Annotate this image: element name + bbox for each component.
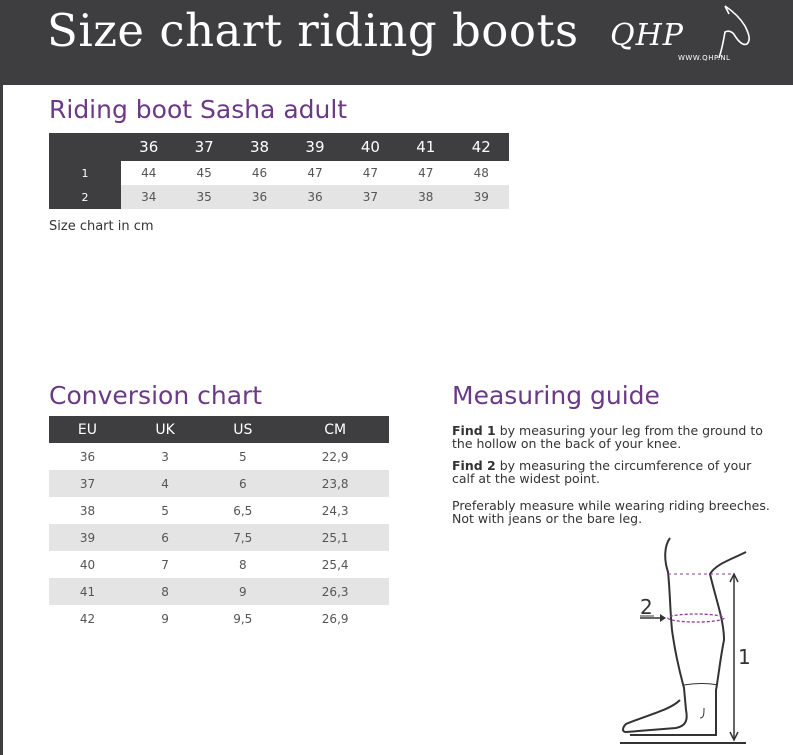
table-cell: 8 <box>238 557 247 572</box>
table-cell: 48 <box>473 166 489 180</box>
table-cell: 36 <box>79 449 96 464</box>
table-row <box>49 578 389 605</box>
table-cell: 46 <box>251 166 268 180</box>
column-header: CM <box>281 416 389 443</box>
table-row <box>49 470 389 497</box>
find-2-label: Find 2 <box>452 458 496 473</box>
size-header: 40 <box>343 133 398 161</box>
size-header: 39 <box>287 133 342 161</box>
table-row <box>49 551 389 578</box>
table-cell: 38 <box>398 185 453 209</box>
logo-url: WWW.QHP.NL <box>678 54 731 62</box>
table-row <box>49 497 389 524</box>
table-cell: 38 <box>79 503 96 518</box>
table-cell: 45 <box>196 166 212 180</box>
column-header: EU <box>49 416 126 443</box>
table-cell: 35 <box>176 185 231 209</box>
sasha-size-table <box>49 133 509 209</box>
ankle-mark <box>700 708 704 718</box>
table-cell: 5 <box>238 449 247 464</box>
table-row <box>49 185 509 209</box>
table-cell: 6,5 <box>233 503 253 518</box>
table-cell: 47 <box>362 166 379 180</box>
table-cell: 26,3 <box>281 578 389 605</box>
table-cell: 40 <box>79 557 96 572</box>
table-cell: 39 <box>454 185 509 209</box>
guide-find-2 <box>452 459 772 485</box>
table-cell: 34 <box>121 185 176 209</box>
table-cell: 22,9 <box>321 449 349 464</box>
leg-back-outline <box>630 552 746 735</box>
find-1-label: Find 1 <box>452 423 496 438</box>
size-header: 38 <box>232 133 287 161</box>
label-2: 2 <box>640 595 653 619</box>
table-cell: 37 <box>343 185 398 209</box>
table-cell: 26,9 <box>321 611 349 626</box>
table-cell: 36 <box>232 185 287 209</box>
column-header: UK <box>126 416 204 443</box>
size-note: Size chart in cm <box>49 219 154 234</box>
table-cell: 47 <box>307 166 323 180</box>
table-row <box>49 605 389 632</box>
table-cell: 7 <box>161 557 169 572</box>
table-cell: 37 <box>49 470 126 497</box>
table-cell: 6 <box>126 524 204 551</box>
table-cell: 36 <box>287 185 342 209</box>
arrow-2-head <box>660 614 666 622</box>
row-label: 2 <box>49 185 121 209</box>
table-cell: 25,1 <box>281 524 389 551</box>
table-header-row <box>49 133 509 161</box>
page-border <box>0 0 3 755</box>
calf-circumference <box>668 614 724 622</box>
table-cell: 6 <box>204 470 281 497</box>
conversion-table <box>49 416 389 632</box>
table-cell: 9,5 <box>233 611 253 626</box>
table-cell: 42 <box>79 611 96 626</box>
table-cell: 47 <box>418 166 434 180</box>
guide-title: Measuring guide <box>452 381 660 410</box>
table-row <box>49 524 389 551</box>
guide-find-1 <box>452 424 772 450</box>
logo-text: QHP <box>610 18 684 53</box>
table-cell: 23,8 <box>281 470 389 497</box>
table-row <box>49 443 389 470</box>
horse-head-icon <box>695 4 755 60</box>
label-1: 1 <box>738 645 751 669</box>
row-label: 1 <box>49 161 121 185</box>
table-cell: 39 <box>49 524 126 551</box>
corner-cell <box>49 133 121 161</box>
conversion-title: Conversion chart <box>49 381 263 410</box>
page-title: Size chart riding boots <box>47 4 579 57</box>
size-header: 36 <box>121 133 176 161</box>
sasha-title: Riding boot Sasha adult <box>49 95 348 124</box>
column-header: US <box>204 416 281 443</box>
header-banner <box>0 0 793 85</box>
table-cell: 8 <box>126 578 204 605</box>
table-cell: 41 <box>49 578 126 605</box>
table-cell: 7,5 <box>204 524 281 551</box>
size-header: 41 <box>398 133 453 161</box>
leg-measurement-diagram <box>600 530 780 755</box>
table-cell: 25,4 <box>321 557 349 572</box>
table-cell: 9 <box>204 578 281 605</box>
find-2-text: by measuring the circumference of your calf at the widest point. <box>452 458 752 486</box>
size-header: 42 <box>454 133 509 161</box>
find-1-text: by measuring your leg from the ground to the hollow on the back of your knee. <box>452 423 763 451</box>
table-cell: 44 <box>141 166 157 180</box>
table-row <box>49 161 509 185</box>
table-cell: 5 <box>161 503 169 518</box>
table-cell: 9 <box>161 611 169 626</box>
sock-line <box>684 684 718 686</box>
guide-tip: Preferably measure while wearing riding breeches. Not with jeans or the bare leg. <box>452 498 770 526</box>
leg-front-outline <box>623 538 687 732</box>
size-header: 37 <box>176 133 231 161</box>
table-cell: 3 <box>161 449 169 464</box>
table-cell: 24,3 <box>321 503 349 518</box>
table-cell: 4 <box>126 470 204 497</box>
table-header-row <box>49 416 389 443</box>
qhp-logo <box>600 4 760 68</box>
